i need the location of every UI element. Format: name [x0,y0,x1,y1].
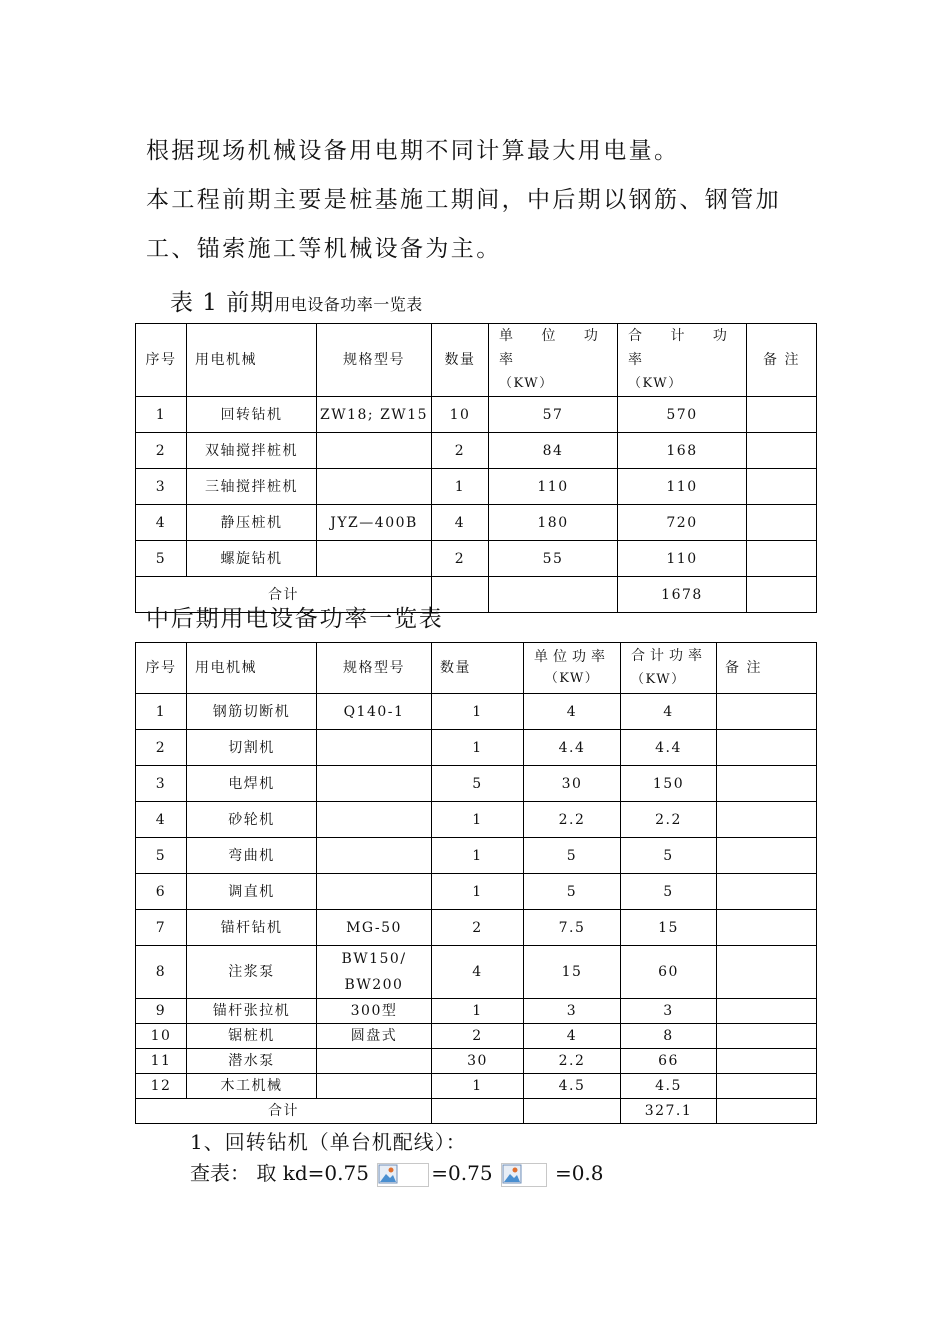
row-remark [717,730,817,766]
row-machine: 潜水泵 [187,1049,317,1074]
table-row [136,766,817,802]
table2-header-unit-power-unit: （KW） [544,671,600,686]
row-no: 4 [136,505,187,541]
table1 [135,323,817,613]
intro-line-3: 工、锚索施工等机械设备为主。 [146,236,502,262]
row-total-power: 150 [621,766,717,802]
row-no: 4 [136,802,187,838]
row-machine: 木工机械 [187,1074,317,1099]
row-qty: 2 [432,433,489,469]
row-total-power: 110 [618,541,747,577]
row-model [317,802,432,838]
row-total-power: 110 [618,469,747,505]
broken-image-icon [377,1163,429,1187]
row-unit-power: 7.5 [524,910,621,946]
note-lookup-kd: 查表： 取 kd=0.75 [190,1161,369,1185]
row-machine: 钢筋切断机 [187,694,317,730]
row-machine: 锚杆钻机 [187,910,317,946]
row-remark [717,1049,817,1074]
row-remark [717,1074,817,1099]
intro-line-1: 根据现场机械设备用电期不同计算最大用电量。 [146,138,680,164]
note-lookup-value-2: =0.8 [554,1161,604,1185]
row-model [317,469,432,505]
row-machine: 砂轮机 [187,802,317,838]
row-model [317,730,432,766]
row-machine: 锚杆张拉机 [187,999,317,1024]
row-model [317,1074,432,1099]
row-remark [717,1024,817,1049]
row-no: 1 [136,694,187,730]
table-row [136,874,817,910]
row-remark [747,433,817,469]
table2-header-unit-power-label: 单位功率 [534,649,610,665]
row-remark [717,766,817,802]
table-total-row [136,1099,817,1124]
table-row [136,1074,817,1099]
row-machine: 回转钻机 [187,397,317,433]
table-row [136,730,817,766]
row-remark [717,694,817,730]
row-total-power: 4.5 [621,1074,717,1099]
row-qty: 1 [432,874,524,910]
table-row [136,469,817,505]
row-qty: 4 [432,505,489,541]
row-machine: 调直机 [187,874,317,910]
row-unit-power: 180 [489,505,618,541]
row-remark [717,910,817,946]
row-machine: 电焊机 [187,766,317,802]
table-row [136,910,817,946]
table1-header-no: 序号 [136,324,187,397]
row-no: 11 [136,1049,187,1074]
row-qty: 2 [432,910,524,946]
row-machine: 锯桩机 [187,1024,317,1049]
total-remark [747,577,817,613]
row-no: 9 [136,999,187,1024]
table1-caption [170,284,423,317]
table1-header-machine: 用电机械 [187,324,317,397]
row-no: 10 [136,1024,187,1049]
row-total-power: 60 [621,946,717,999]
row-total-power: 720 [618,505,747,541]
row-total-power: 66 [621,1049,717,1074]
row-no: 1 [136,397,187,433]
row-model [317,541,432,577]
table1-caption-suffix: 用电设备功率一览表 [274,295,423,314]
row-remark [747,469,817,505]
row-remark [717,802,817,838]
table-row [136,1024,817,1049]
row-qty: 2 [432,541,489,577]
row-total-power: 2.2 [621,802,717,838]
table-row [136,397,817,433]
table2-header-unit-power [524,643,621,694]
table-row [136,999,817,1024]
table-row [136,505,817,541]
row-qty: 1 [432,694,524,730]
row-unit-power: 4 [524,694,621,730]
table2-header-total-power [621,643,717,694]
row-total-power: 168 [618,433,747,469]
row-model [317,433,432,469]
row-remark [717,874,817,910]
table2-caption: 中后期用电设备功率一览表 [146,606,444,632]
table2-header-qty: 数量 [432,643,524,694]
row-unit-power: 4.4 [524,730,621,766]
row-qty: 1 [432,999,524,1024]
total-value: 327.1 [621,1099,717,1124]
total-label: 合计 [136,1099,432,1124]
table2-header-model: 规格型号 [317,643,432,694]
total-qty [432,1099,524,1124]
total-unit-power [489,577,618,613]
row-model: 圆盘式 [317,1024,432,1049]
row-qty: 4 [432,946,524,999]
row-unit-power: 84 [489,433,618,469]
table2-header-no: 序号 [136,643,187,694]
row-remark [747,505,817,541]
row-total-power: 4 [621,694,717,730]
row-model: JYZ—400B [317,505,432,541]
table-row [136,838,817,874]
table-row [136,946,817,999]
row-total-power: 3 [621,999,717,1024]
table1-header-remark: 备 注 [747,324,817,397]
table-row [136,802,817,838]
table-row [136,1049,817,1074]
row-remark [747,397,817,433]
row-machine: 切割机 [187,730,317,766]
row-model-line-1: BW150/ [341,951,407,967]
row-unit-power: 110 [489,469,618,505]
row-total-power: 5 [621,874,717,910]
row-machine: 注浆泵 [187,946,317,999]
row-model [317,838,432,874]
intro-line-2: 本工程前期主要是桩基施工期间，中后期以钢筋、钢管加 [146,187,781,213]
note-rotary-drill: 1、回转钻机（单台机配线）： [190,1130,467,1154]
row-no: 2 [136,730,187,766]
table2-header-remark: 备 注 [717,643,817,694]
row-qty: 1 [432,730,524,766]
row-model-line-2: BW200 [344,977,404,993]
total-value: 1678 [618,577,747,613]
row-no: 7 [136,910,187,946]
row-no: 2 [136,433,187,469]
row-qty: 2 [432,1024,524,1049]
note-lookup-value-1: =0.75 [431,1161,493,1185]
table1-header-total-power [618,324,747,397]
row-remark [717,838,817,874]
row-unit-power: 5 [524,838,621,874]
row-qty: 1 [432,802,524,838]
row-machine: 双轴搅拌桩机 [187,433,317,469]
row-unit-power: 15 [524,946,621,999]
row-unit-power: 4.5 [524,1074,621,1099]
row-no: 12 [136,1074,187,1099]
table2-header-row [136,643,817,694]
table2-header-total-power-label: 合计功率 [631,648,707,664]
table1-header-unit-power-unit: （KW） [499,376,554,391]
table1-header-total-power-label: 合 计 功 率 [628,328,739,368]
table1-header-unit-power [489,324,618,397]
table2 [135,642,817,1124]
row-qty: 5 [432,766,524,802]
row-no: 5 [136,838,187,874]
row-qty: 30 [432,1049,524,1074]
table2-header-total-power-unit: （KW） [631,672,686,687]
table1-caption-prefix: 表 1 前期 [170,290,275,316]
row-unit-power: 55 [489,541,618,577]
row-no: 3 [136,469,187,505]
row-machine: 弯曲机 [187,838,317,874]
row-qty: 10 [432,397,489,433]
table-row [136,433,817,469]
row-no: 5 [136,541,187,577]
total-remark [717,1099,817,1124]
row-total-power: 8 [621,1024,717,1049]
row-remark [717,999,817,1024]
row-remark [717,946,817,999]
row-unit-power: 5 [524,874,621,910]
row-model: ZW18; ZW15 [317,397,432,433]
row-no: 6 [136,874,187,910]
row-model: Q140-1 [317,694,432,730]
row-total-power: 570 [618,397,747,433]
table1-header-row [136,324,817,397]
row-machine: 三轴搅拌桩机 [187,469,317,505]
table1-header-model: 规格型号 [317,324,432,397]
row-unit-power: 57 [489,397,618,433]
row-no: 8 [136,946,187,999]
row-model [317,946,432,999]
table2-header-machine: 用电机械 [187,643,317,694]
row-unit-power: 4 [524,1024,621,1049]
total-label: 合计 [136,577,432,613]
row-qty: 1 [432,1074,524,1099]
row-remark [747,541,817,577]
row-machine: 螺旋钻机 [187,541,317,577]
row-unit-power: 30 [524,766,621,802]
row-qty: 1 [432,469,489,505]
row-model: 300型 [317,999,432,1024]
row-unit-power: 2.2 [524,802,621,838]
total-unit-power [524,1099,621,1124]
table1-header-unit-power-label: 单 位 功 率 [499,328,610,368]
row-unit-power: 3 [524,999,621,1024]
note-lookup [190,1157,604,1187]
row-no: 3 [136,766,187,802]
row-model [317,766,432,802]
table1-header-qty: 数量 [432,324,489,397]
table1-header-total-power-unit: （KW） [628,376,683,391]
row-model [317,874,432,910]
row-total-power: 4.4 [621,730,717,766]
broken-image-icon [501,1163,553,1187]
row-model [317,1049,432,1074]
row-model: MG-50 [317,910,432,946]
row-total-power: 5 [621,838,717,874]
row-machine: 静压桩机 [187,505,317,541]
table-row [136,541,817,577]
row-qty: 1 [432,838,524,874]
row-unit-power: 2.2 [524,1049,621,1074]
table-row [136,694,817,730]
row-total-power: 15 [621,910,717,946]
